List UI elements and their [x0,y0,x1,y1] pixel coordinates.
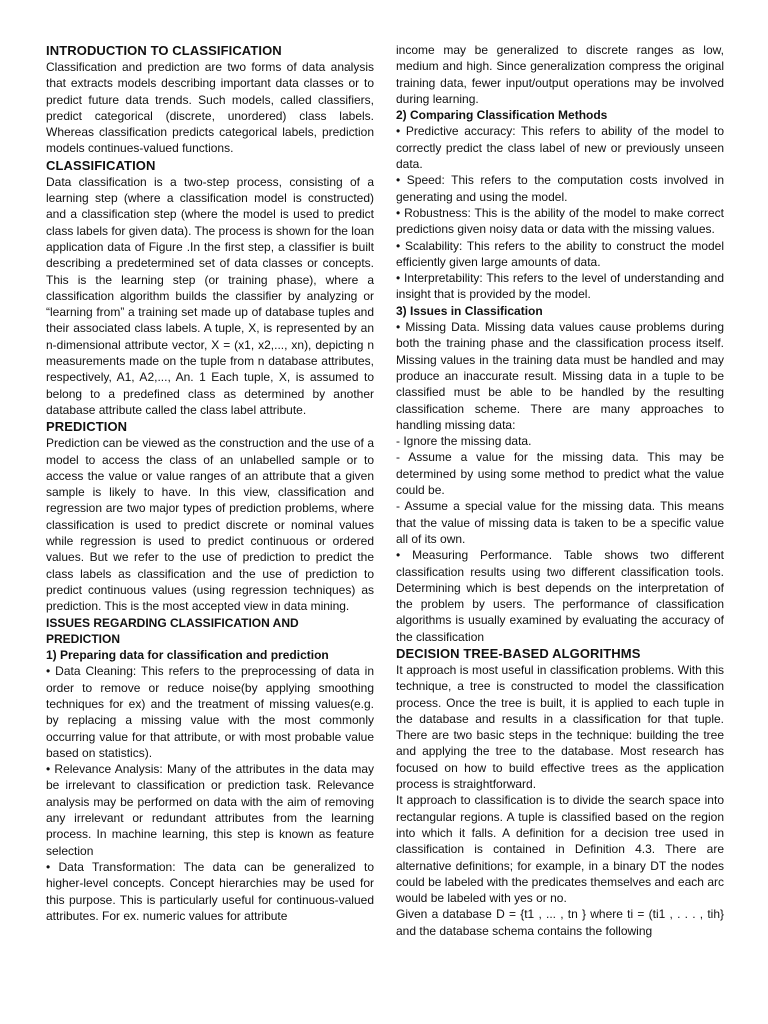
right-para-4: • Robustness: This is the ability of the model to make correct predictions given noisy data or data with the missing values. [396,205,724,237]
right-para-2: • Predictive accuracy: This refers to ability of the model to correctly predict the class label of new or previously unseen data. [396,124,724,172]
right-para-0: income may be generalized to discrete ranges as low, medium and high. Since generalization compress the original training data, fewer input/output operations may be involved during learning. [396,43,724,106]
right-subheading-7: 3) Issues in Classification [396,303,543,318]
right-column [396,42,724,1024]
right-heading-13: DECISION TREE-BASED ALGORITHMS [396,645,641,661]
right-para-14: It approach is most useful in classification problems. With this technique, a tree is constructed to model the classification process. Once the tree is built, it is applied to each tuple in the database and results in a classification for that tuple. There are two basic steps in the technique: building the tree and applying the tree to the database. Most research has focused on how to build effective trees as the application process is straightforward. [396,662,724,792]
right-para-8: • Missing Data. Missing data values cause problems during both the training phase and the classification process itself. Missing values in the training data must be handled and may produce an inaccurate result. Missing data in a tuple to be classified must be able to be handled by the resulting classification scheme. There are many approaches to handling missing data: [396,320,724,432]
right-subheading-1: 2) Comparing Classification Methods [396,108,608,123]
right-para-5: • Scalability: This refers to the ability to construct the model efficiently given large amounts of data. [396,238,724,269]
right-para-6: • Interpretability: This refers to the level of understanding and insight that is provided by the model. [396,271,724,302]
left-para-1: Classification and prediction are two forms of data analysis that extracts models describing important data classes or to predict future data trends. Such models, called classifiers, predict categorical (discrete, unordered) class labels. Whereas classification predicts categorical labels, prediction models continues-valued functions. [46,60,374,156]
right-para-11: - Assume a special value for the missing data. This means that the value of missing data is taken to be a specific value all of its own. [396,499,724,546]
right-para-16: Given a database D = {t1 , ... , tn } where ti = (ti1 , . . . , tih} and the database schema contains the following [396,907,724,938]
left-para-10: • Data Transformation: The data can be generalized to higher-level concepts. Concept hierarchies may be used for this purpose. This is particularly useful for continuous-valued attributes. For ex. numeric values for attribute [46,859,374,923]
right-para-3: • Speed: This refers to the computation costs involved in generating and using the model. [396,173,724,204]
right-para-9: - Ignore the missing data. [396,434,532,449]
left-subheading-6: ISSUES REGARDING CLASSIFICATION AND PREDICTION [46,615,299,646]
right-para-15: It approach to classification is to divide the search space into rectangular regions. A tuple is classified based on the region into which it falls. A definition for a decision tree used in classification is contained in Definition 4.3. There are alternative definitions; for example, in a binary DT the nodes could be labeled with the predicates themselves and each arc would be labeled with yes or no. [396,793,724,906]
left-para-3: Data classification is a two-step process, consisting of a learning step (where a classification model is constructed) and a classification step (where the model is used to predict class labels for given data). The process is shown for the loan application data of Figure .In the first step, a classifier is built describing a predetermined set of data classes or concepts. This is the learning step (or training phase), where a classification algorithm builds the classifier by analyzing or “learning from” a training set made up of database tuples and their associated class labels. A tuple, X, is represented by an n-dimensional attribute vector, X = (x1, x2,..., xn), depicting n measurements made on the tuple from n database attributes, respectively, A1, A2,..., An. 1 Each tuple, X, is assumed to belong to a predefined class as determined by another database attribute called the class label attribute. [46,174,374,417]
left-column [46,42,374,1024]
left-heading-4: PREDICTION [46,419,128,435]
left-para-8: • Data Cleaning: This refers to the preprocessing of data in order to remove or reduce noise(by applying smoothing techniques for ex) and the treatment of missing values(e.g. by replacing a missing value with the most commonly occurring value for that attribute, or with most probable value based on statistics). [46,664,374,760]
left-para-9: • Relevance Analysis: Many of the attributes in the data may be irrelevant to classification or prediction task. Relevance analysis may be performed on data with the aim of removing any irrelevant or redundant attributes from the learning process. In machine learning, this step is known as feature selection [46,762,374,858]
right-para-12: • Measuring Performance. Table shows two different classification results using two different classification tools. Determining which is best depends on the interpretation of the problem by users. The performance of classification algorithms is usually examined by evaluating the accuracy of the classification [396,548,724,644]
left-heading-0: INTRODUCTION TO CLASSIFICATION [46,43,282,58]
right-para-10: - Assume a value for the missing data. This may be determined by using some method to predict what the value could be. [396,450,724,498]
left-subheading-7: 1) Preparing data for classification and prediction [46,648,329,663]
left-heading-2: CLASSIFICATION [46,157,156,173]
left-para-5: Prediction can be viewed as the construction and the use of a model to access the class of an unlabelled sample or to access the value or value ranges of an attribute that a given sample is likely to have. In this view, classification and regression are two major types of prediction problems, where classification is used to predict discrete or nominal values while regression is used to predict continuous or ordered values. But we refer to the use of prediction to predict the class labels as classification and the use of prediction to predict continuous values (using regression techniques) as prediction. This is the most accepted view in data mining. [46,436,374,614]
